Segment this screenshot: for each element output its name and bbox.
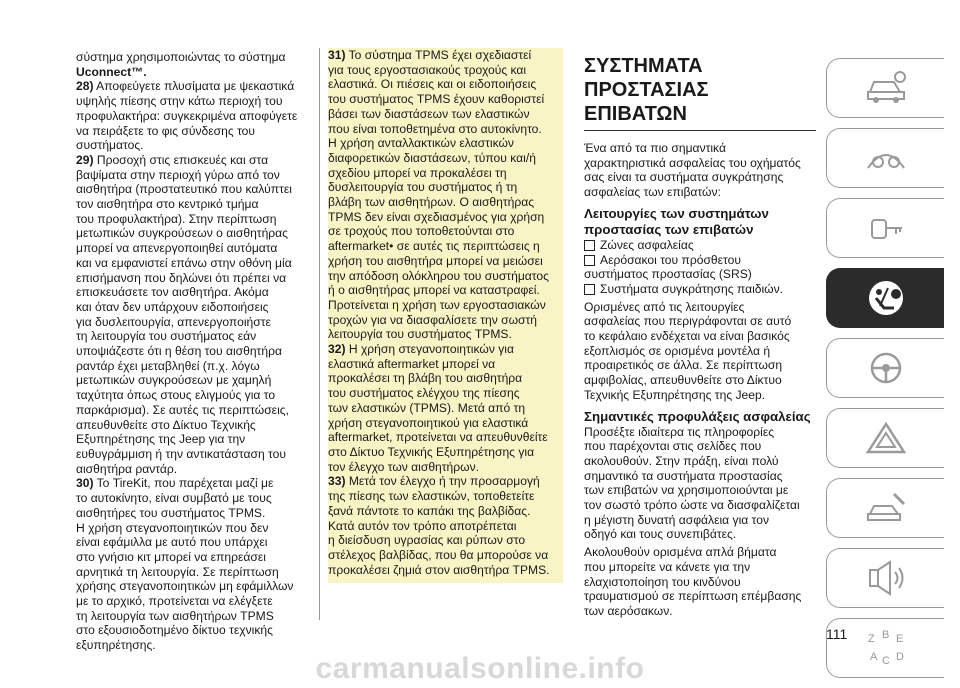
note-text: είναι εφάμιλλα με αυτό που υπάρχει [76, 535, 268, 550]
paragraph-features: Ορισμένες από τις λειτουργίες ασφαλείας που περιγράφονται σε αυτό το κεφάλαιο ενδέχεται να είναι βασικός εξοπλισμός σε ορισμένα μοντέλα ή προαιρετικός σε άλλα. Σε περίπτωση αμφιβολίας, απευθυνθείτε στο Δίκτυο Τεχνικής Εξυπηρέτησης της Jeep. [584, 299, 792, 402]
note-text: βλάβη των αισθητήρων. Ο αισθητήρας [328, 195, 535, 210]
note-text: τον αισθητήρα στο κεντρικό τμήμα [76, 197, 259, 212]
text-line [328, 533, 560, 548]
text-line [328, 519, 560, 534]
note-text: Το TireKit, που παρέχεται μαζί με [93, 476, 274, 491]
text-line [328, 460, 560, 475]
text-line [76, 329, 308, 344]
index-letter: A [869, 651, 877, 663]
text-line [328, 63, 560, 78]
text-line [328, 136, 560, 151]
section-column [584, 50, 816, 619]
note-text: απευθυνθείτε στο Δίκτυο Τεχνικής [76, 417, 256, 432]
tab-multimedia[interactable] [826, 548, 944, 608]
note-text: Προσοχή στις επισκευές και στα [93, 152, 269, 167]
text-line [328, 210, 560, 225]
text-line [328, 401, 560, 416]
text-line [76, 388, 308, 403]
note-text: Η χρήση ανταλλακτικών ελαστικών [328, 136, 514, 151]
text-line [76, 521, 308, 536]
tab-keys[interactable] [826, 198, 944, 258]
note-text: βάσει των διαστάσεων των ελαστικών [328, 106, 530, 121]
note-text: στέλεχος βαλβίδας, που θα μπορούσε να [328, 547, 549, 562]
note-text: σύστημα χρησιμοποιώντας το σύστημα [76, 50, 286, 64]
index-letter: E [895, 633, 903, 645]
note-text: Αποφεύγετε πλυσίματα με ψεκαστικά [93, 79, 295, 94]
text-line [76, 623, 308, 638]
text-line [328, 151, 560, 166]
note-number: 28) [76, 79, 94, 94]
note-text: ελαστικά aftermarket μπορεί να [328, 356, 496, 371]
note-number: 30) [76, 476, 94, 491]
section-title: ΣΥΣΤΗΜΑΤΑ ΠΡΟΣΤΑΣΙΑΣ ΕΠΙΒΑΤΩΝ [584, 55, 709, 125]
text-line [328, 313, 560, 328]
note-number: 29) [76, 152, 94, 167]
text-line [328, 180, 560, 195]
note-text: που είναι τοποθετημένα στο αυτοκίνητο. [328, 121, 542, 136]
text-line [76, 153, 308, 168]
text-line [328, 283, 560, 298]
index-letter: C [881, 655, 890, 667]
note-text: της πίεσης των ελαστικών, τοποθετείτε [328, 489, 535, 504]
text-line [76, 359, 308, 374]
note-text: Η χρήση στεγανοποιητικών για [345, 342, 514, 357]
note-text: η διείσδυση υγρασίας και ρύπων στο [328, 533, 526, 548]
text-line [328, 327, 560, 342]
note-text: Το σύστημα TPMS έχει σχεδιαστεί [345, 48, 532, 62]
subheading-functions: Λειτουργίες των συστημάτων προστασίας των επιβατών [584, 205, 769, 237]
text-line [76, 124, 308, 139]
text-line [76, 226, 308, 241]
text-line [328, 504, 560, 519]
note-text: aftermarket, προτείνεται να απευθυνθείτε [328, 430, 548, 445]
note-text: TPMS δεν είναι σχεδιασμένος για χρήση [328, 209, 545, 224]
note-text: aftermarket• σε αυτές τις περιπτώσεις η [328, 239, 540, 254]
note-text: ή ο αισθητήρας μπορεί να καταστραφεί. [328, 283, 540, 298]
page-number: 111 [826, 626, 848, 642]
note-text: σε τροχούς που τοποθετούνται στο [328, 224, 515, 239]
wrench-car-icon [864, 488, 908, 528]
text-line [328, 474, 560, 489]
note-text: χρήση του αισθητήρα μπορεί να μειώσει [328, 253, 543, 268]
chapter-tabs [826, 58, 944, 688]
note-text: Εξυπηρέτησης της Jeep για την [76, 432, 246, 447]
list-item: Συστήματα συγκράτησης παιδιών. [584, 282, 816, 297]
text-line [328, 122, 560, 137]
list-item: Ζώνες ασφαλείας [584, 238, 816, 253]
car-info-icon [864, 68, 908, 108]
text-line [76, 109, 308, 124]
note-text: παρκάρισμα). Σε αυτές τις περιπτώσεις, [76, 402, 289, 417]
note-text: ευθυγράμμιση ή την αντικατάσταση του [76, 446, 286, 461]
note-text: ραντάρ έχει μεταβληθεί (π.χ. λόγω [76, 358, 260, 373]
text-line [76, 79, 308, 94]
text-line [76, 403, 308, 418]
note-text: χρήσης στεγανοποιητικών μη εφάμιλλων [76, 579, 294, 594]
note-text: και όταν δεν υπάρχουν ειδοποιήσεις [76, 299, 269, 314]
list-item: Αερόσακοι του πρόσθετου [584, 253, 816, 268]
note-text: τον έλεγχο των αισθητήρων. [328, 459, 480, 474]
note-text: Κατά αυτόν τον τρόπο αποτρέπεται [328, 518, 517, 533]
note-text: επισήμανση που δηλώνει ότι πρέπει να [76, 270, 287, 285]
text-line [76, 418, 308, 433]
text-line [76, 344, 308, 359]
text-line [76, 168, 308, 183]
note-text: τη λειτουργία του συστήματος εάν [76, 329, 257, 344]
text-line [76, 462, 308, 477]
text-line [76, 50, 308, 65]
text-line [328, 239, 560, 254]
text-line [76, 609, 308, 624]
note-text: με το αρχικό, προτείνεται να ελέγξετε [76, 594, 273, 609]
note-text: για τους εργοστασιακούς τροχούς και [328, 62, 527, 77]
text-line [328, 445, 560, 460]
note-text: λειτουργία του συστήματος TPMS. [328, 327, 512, 342]
note-text: χρήση στεγανοποιητικού για ελαστικά [328, 415, 529, 430]
text-line [76, 579, 308, 594]
note-text: τροχών για να διασφαλίσετε την σωστή [328, 312, 538, 327]
text-line [328, 254, 560, 269]
note-text: δυσλειτουργία του συστήματος ή τη [328, 180, 518, 195]
note-text: το αυτοκίνητο, είναι συμβατό με τους [76, 491, 272, 506]
text-line [328, 357, 560, 372]
text-line [328, 224, 560, 239]
steering-wheel-icon [864, 348, 908, 388]
note-text: Μετά τον έλεγχο ή την προσαρμογή [345, 474, 540, 489]
note-text: υψηλής πίεσης στην κάτω περιοχή του [76, 94, 283, 109]
note-text: σχεδίου μπορεί να προκαλέσει τη [328, 165, 507, 180]
note-text: του συστήματος ελέγχου της πίεσης [328, 386, 520, 401]
text-line [328, 563, 560, 578]
text-line [76, 138, 308, 153]
text-line [328, 548, 560, 563]
note-text: του συστήματος TPMS έχουν καθοριστεί [328, 92, 545, 107]
note-text: των ελαστικών (TPMS). Μετά από τη [328, 400, 526, 415]
note-text: αισθητήρα ραντάρ. [76, 461, 178, 476]
note-text: βαψίματα στην περιοχή γύρω από τον [76, 167, 280, 182]
text-line [328, 269, 560, 284]
text-line [328, 166, 560, 181]
text-line [76, 565, 308, 580]
text-line [76, 271, 308, 286]
checkbox-bullet-icon [584, 255, 595, 266]
note-text: ταχύτητα όπως στους ελιγμούς για το [76, 388, 276, 403]
note-number: 32) [328, 342, 346, 357]
text-line [76, 550, 308, 565]
note-text: ξανά πάντοτε το καπάκι της βαλβίδας. [328, 503, 531, 518]
intro-paragraph: Ένα από τα πιο σημαντικά χαρακτηριστικά ασφαλείας του οχήματός σας είναι τα συστήματα συγκράτησης ασφαλείας των επιβατών: [584, 141, 801, 200]
text-line [328, 77, 560, 92]
note-text: στο εξουσιοδοτημένο δίκτυο τεχνικής [76, 623, 273, 638]
text-line [76, 315, 308, 330]
text-line [328, 386, 560, 401]
note-text: μπορεί να απενεργοποιηθεί αυτόματα [76, 241, 278, 256]
note-text: μετωπικών συγκρούσεων ο αισθητήρας [76, 226, 288, 241]
text-line [76, 373, 308, 388]
note-text: αισθητήρα (προστατευτικό που καλύπτει [76, 182, 292, 197]
note-text: για δυσλειτουργία, απενεργοποιήστε [76, 314, 271, 329]
note-text: τη λειτουργία των αισθητήρων TPMS [76, 608, 274, 623]
note-text: εξυπηρέτησης. [76, 638, 156, 653]
tab-safety-active[interactable] [826, 268, 944, 328]
text-line [76, 94, 308, 109]
text-line [76, 197, 308, 212]
text-line [328, 489, 560, 504]
tab-maintenance[interactable] [826, 478, 944, 538]
tab-emergency[interactable] [826, 408, 944, 468]
text-line [328, 92, 560, 107]
tab-vehicle-info[interactable] [826, 58, 944, 118]
note-text: την απόδοση ολόκληρου του συστήματος [328, 268, 549, 283]
note-text: στο γνήσιο κιτ μπορεί να επηρεάσει [76, 549, 266, 564]
note-number: 33) [328, 474, 346, 489]
note-text: και να εμφανιστεί επάνω στην οθόνη μία [76, 255, 292, 270]
note-text: συστήματος. [76, 138, 144, 153]
dashboard-icon [864, 138, 908, 178]
note-text: προκαλέσει ζημιά στον αισθητήρα TPMS. [328, 562, 550, 577]
list-item-continuation: συστήματος προστασίας (SRS) [584, 267, 752, 282]
checkbox-bullet-icon [584, 240, 595, 251]
text-line [76, 594, 308, 609]
text-line [328, 371, 560, 386]
checkbox-bullet-icon [584, 284, 595, 295]
text-line [76, 432, 308, 447]
note-text: αισθητήρες του συστήματος TPMS. [76, 505, 266, 520]
watermark: carmanualsonline.info [315, 652, 645, 685]
index-letter: B [881, 629, 889, 641]
text-line [76, 212, 308, 227]
paragraph-precautions: Προσέξτε ιδιαίτερα τις πληροφορίες που παρέχονται στις σελίδες που ακολουθούν. Στην πράξη, είναι πολύ σημαντικό τα συστήματα προστασίας των επιβατών να χρησιμοποιούνται με τον σωστό τρόπο ώστε να διασφαλίζεται η μέγιστη δυνατή ασφάλεια για τον οδηγό και τους συνεπιβάτες. [584, 424, 800, 542]
text-line [76, 300, 308, 315]
text-line [76, 182, 308, 197]
note-text: Uconnect™. [76, 64, 147, 79]
text-line [76, 447, 308, 462]
text-line [328, 48, 560, 63]
text-line [76, 65, 308, 80]
text-line [328, 298, 560, 313]
tab-driving[interactable] [826, 338, 944, 398]
note-number: 31) [328, 48, 346, 62]
paragraph-steps: Ακολουθούν ορισμένα απλά βήματα που μπορείτε να κάνετε για την ελαχιστοποίηση του κινδύνου τραυματισμού σε περίπτωση επέμβασης των αερόσακων. [584, 545, 802, 618]
text-line [328, 430, 560, 445]
note-text: αρνητικά τη λειτουργία. Σε περίπτωση [76, 564, 279, 579]
note-text: του προφυλακτήρα). Στην περίπτωση [76, 211, 277, 226]
airbag-safety-icon [864, 278, 908, 318]
note-text: επισκευάσετε τον αισθητήρα. Ακόμα [76, 285, 269, 300]
text-line [328, 342, 560, 357]
text-line [76, 476, 308, 491]
notes-column-left [76, 50, 308, 653]
text-line [76, 506, 308, 521]
note-text: Προτείνεται η χρήση των εργοστασιακών [328, 297, 546, 312]
text-line [76, 535, 308, 550]
subheading-precautions: Σημαντικές προφυλάξεις ασφαλείας [584, 408, 811, 424]
text-line [76, 285, 308, 300]
key-icon [864, 208, 908, 248]
text-line [76, 256, 308, 271]
note-text: στο Δίκτυο Τεχνικής Εξυπηρέτησης για [328, 444, 535, 459]
note-text: να πειράξετε το φις σύνδεσης του [76, 123, 256, 138]
column-separator [319, 48, 320, 620]
notes-column-highlighted [328, 48, 563, 583]
text-line [76, 638, 308, 653]
text-line [328, 416, 560, 431]
text-line [328, 107, 560, 122]
note-text: ελαστικά. Οι πιέσεις και οι ειδοποιήσεις [328, 77, 537, 92]
title-rule [584, 130, 816, 131]
note-text: υποψιάζεστε ότι η θέση του αισθητήρα [76, 344, 282, 359]
note-text: προφυλακτήρα: συγκεκριμένα αποφύγετε [76, 108, 298, 123]
index-letter: D [895, 651, 904, 663]
audio-icon [864, 558, 908, 598]
note-text: Η χρήση στεγανοποιητικών που δεν [76, 520, 269, 535]
text-line [328, 195, 560, 210]
text-line [76, 241, 308, 256]
warning-triangle-icon [864, 418, 908, 458]
note-text: προκαλέσει τη βλάβη του αισθητήρα [328, 371, 523, 386]
note-text: διαφορετικών διαστάσεων, τύπου και/ή [328, 150, 536, 165]
index-letter: Z [867, 633, 875, 645]
tab-dashboard[interactable] [826, 128, 944, 188]
note-text: μετωπικών συγκρούσεων με χαμηλή [76, 373, 272, 388]
text-line [76, 491, 308, 506]
